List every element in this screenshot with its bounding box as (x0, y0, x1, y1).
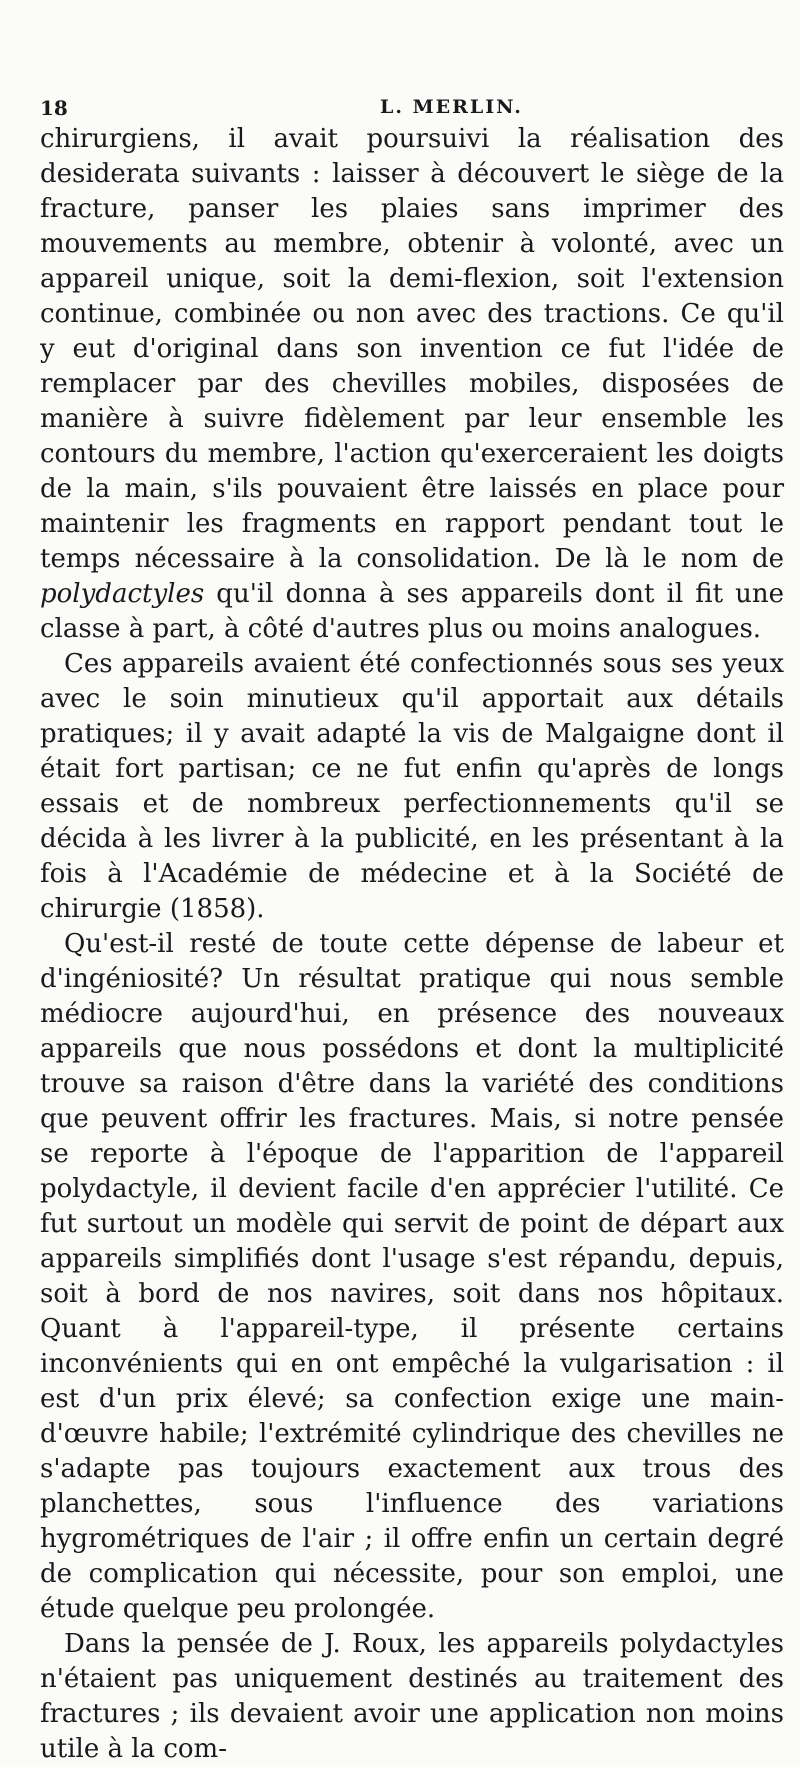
paragraph-2: Ces appareils avaient été confectionnés sous ses yeux avec le soin minutieux qu'il apportait aux détails pratiques; il y avait adapté la vis de Malgaigne dont il était fort partisan; ce ne fut enfin qu'après de longs essais et de nombreux perfectionnements qu'il se décida à les livrer à la publicité, en les présentant à la fois à l'Académie de médecine et à la Société de chirurgie (1858). (40, 649, 784, 924)
paragraph-3: Qu'est-il resté de toute cette dépense de labeur et d'ingéniosité? Un résultat pratique qui nous semble médiocre aujourd'hui, en présence des nouveaux appareils que nous possédons et dont la multiplicité trouve sa raison d'être dans la variété des conditions que peuvent offrir les fractures. Mais, si notre pensée se reporte à l'époque de l'apparition de l'appareil polydactyle, il devient facile d'en apprécier l'utilité. Ce fut surtout un modèle qui servit de point de départ aux appareils simplifiés dont l'usage s'est répandu, depuis, soit à bord de nos navires, soit dans nos hôpitaux. Quant à l'appareil-type, il présente certains inconvénients qui en ont empêché la vulgarisation : il est d'un prix élevé; sa confection exige une main-d'œuvre habile; l'extrémité cylindrique des chevilles ne s'adapte pas toujours exactement aux trous des planchettes, sous l'influence des variations hygrométriques de l'air ; il offre enfin un certain degré de complication qui nécessite, pour son emploi, une étude quelque peu prolongée. (40, 929, 784, 1624)
paragraph-1-text-b: qu'il donna à ses appareils dont il fit une classe à part, à côté d'autres plus ou moins analogues. (40, 579, 784, 644)
paragraph-1-text-a: chirurgiens, il avait poursuivi la réalisation des desiderata suivants : laisser à découvert le siège de la fracture, panser les plaies sans imprimer des mouvements au membre, obtenir à volonté, avec un appareil unique, soit la demi-flexion, soit l'extension continue, combinée ou non avec des tractions. Ce qu'il y eut d'original dans son invention ce fut l'idée de remplacer par des chevilles mobiles, disposées de manière à suivre fidèlement par leur ensemble les contours du membre, l'action qu'exerceraient les doigts de la main, s'ils pouvaient être laissés en place pour maintenir les fragments en rapport pendant tout le temps nécessaire à la consolidation. De là le nom de (40, 124, 784, 574)
italic-term-polydactyles: polydactyles (40, 579, 205, 609)
body-text (40, 122, 784, 1767)
paragraph-4: Dans la pensée de J. Roux, les appareils polydactyles n'étaient pas uniquement destinés au traitement des fractures ; ils devaient avoir une application non moins utile à la com- (40, 1629, 784, 1764)
page-number: 18 (40, 96, 68, 120)
running-head: L. MERLIN. (380, 96, 523, 118)
paragraph-1 (40, 122, 784, 647)
